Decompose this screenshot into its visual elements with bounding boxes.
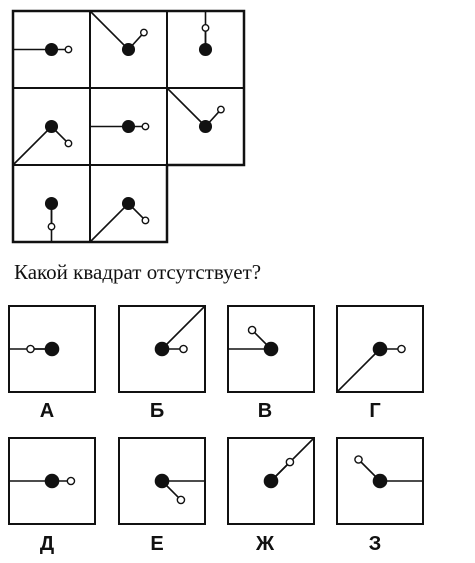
grid-cell-white-dot bbox=[65, 140, 71, 146]
option-white-dot bbox=[177, 496, 184, 503]
grid-cell-black-dot bbox=[199, 120, 212, 133]
grid-cell-line bbox=[13, 127, 52, 166]
grid-cell-black-dot bbox=[122, 43, 135, 56]
option-box-1[interactable] bbox=[9, 306, 95, 392]
grid-cell-line bbox=[90, 11, 129, 50]
option-box-2[interactable] bbox=[119, 306, 205, 392]
option-black-dot bbox=[155, 474, 170, 489]
option-label-v[interactable]: В bbox=[257, 400, 273, 422]
grid-cell-r0c2 bbox=[167, 11, 244, 88]
grid-cell-white-dot bbox=[142, 217, 148, 223]
grid-cell-white-dot bbox=[202, 25, 208, 31]
option-box-4[interactable] bbox=[337, 306, 423, 392]
option-white-dot bbox=[180, 345, 187, 352]
grid-cell-r0c0 bbox=[13, 11, 90, 88]
grid-cell-black-dot bbox=[45, 197, 58, 210]
option-box-7[interactable] bbox=[228, 438, 314, 524]
option-white-dot bbox=[398, 345, 405, 352]
option-white-dot bbox=[355, 456, 362, 463]
option-white-dot bbox=[67, 477, 74, 484]
option-black-dot bbox=[155, 342, 170, 357]
grid-cell-r2c0 bbox=[13, 165, 90, 242]
option-label-d[interactable]: Д bbox=[39, 533, 55, 555]
grid-cell-white-dot bbox=[48, 223, 54, 229]
puzzle-grid bbox=[13, 11, 244, 242]
grid-cell-black-dot bbox=[122, 197, 135, 210]
option-black-dot bbox=[264, 474, 279, 489]
grid-cell-white-dot bbox=[65, 46, 71, 52]
option-box-8[interactable] bbox=[337, 438, 423, 524]
option-box-3[interactable] bbox=[228, 306, 314, 392]
option-label-z[interactable]: З bbox=[368, 533, 382, 555]
grid-cell-r1c0 bbox=[13, 88, 90, 165]
option-black-dot bbox=[45, 474, 60, 489]
option-label-g[interactable]: Г bbox=[369, 400, 381, 422]
grid-cell-black-dot bbox=[45, 120, 58, 133]
option-white-dot bbox=[286, 458, 293, 465]
option-box-5[interactable] bbox=[9, 438, 95, 524]
grid-cell-r0c1 bbox=[90, 11, 167, 88]
grid-cell-white-dot bbox=[218, 106, 224, 112]
grid-cell-r1c1 bbox=[90, 88, 167, 165]
option-black-dot bbox=[373, 474, 388, 489]
option-black-dot bbox=[264, 342, 279, 357]
option-label-e[interactable]: Е bbox=[150, 533, 164, 555]
missing-cell bbox=[167, 165, 244, 242]
option-black-dot bbox=[373, 342, 388, 357]
question-text: Какой квадрат отсутствует? bbox=[14, 260, 262, 284]
grid-cell-white-dot bbox=[142, 123, 148, 129]
option-label-a[interactable]: А bbox=[39, 400, 55, 422]
grid-cell-r1c2 bbox=[167, 88, 244, 165]
grid-cell-black-dot bbox=[122, 120, 135, 133]
grid-cell-white-dot bbox=[141, 29, 147, 35]
grid-cell-line bbox=[90, 204, 129, 243]
grid-cell-r2c1 bbox=[90, 165, 167, 242]
option-white-dot bbox=[248, 326, 255, 333]
grid-cell-line bbox=[167, 88, 206, 127]
option-label-zh[interactable]: Ж bbox=[255, 533, 275, 555]
option-label-b[interactable]: Б bbox=[149, 400, 165, 422]
option-black-dot bbox=[45, 342, 60, 357]
option-box-6[interactable] bbox=[119, 438, 205, 524]
grid-cell-black-dot bbox=[45, 43, 58, 56]
option-white-dot bbox=[27, 345, 34, 352]
grid-cell-black-dot bbox=[199, 43, 212, 56]
